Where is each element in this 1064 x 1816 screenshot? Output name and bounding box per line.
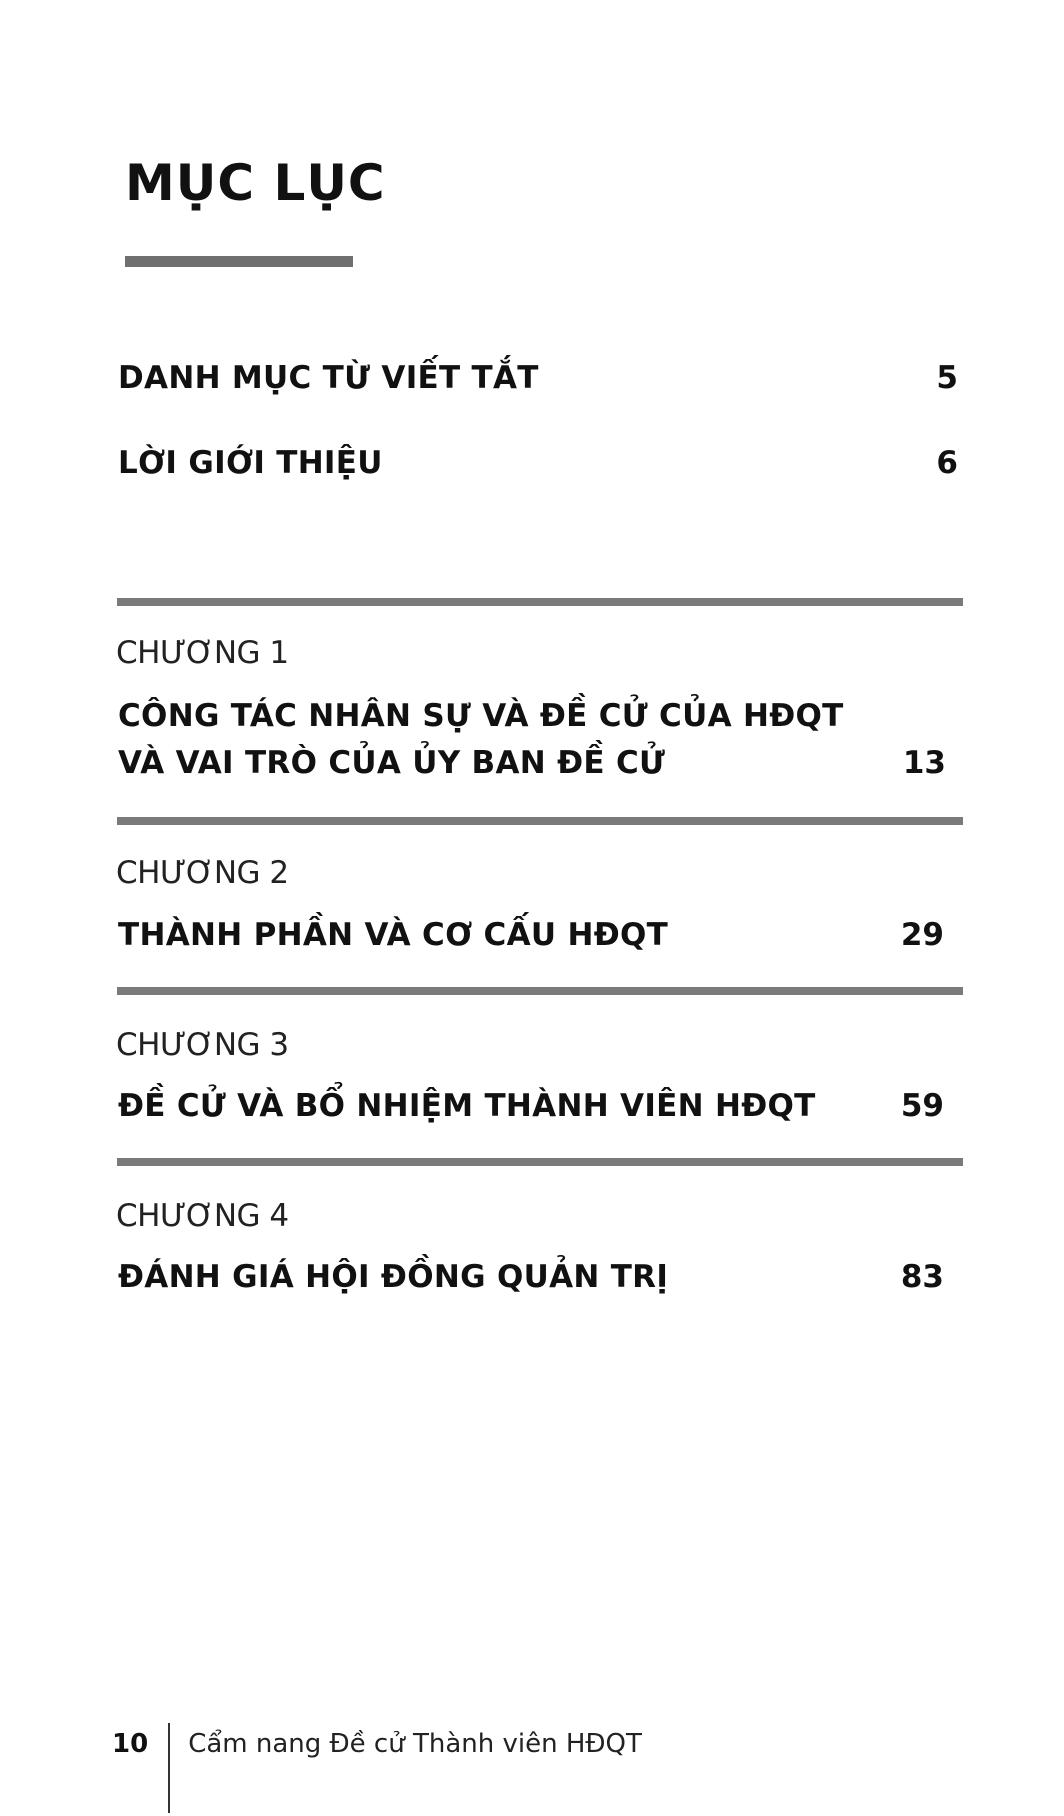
toc-entry-page: 59 (900, 1088, 944, 1124)
toc-entry-page: 83 (900, 1259, 944, 1295)
toc-entry-title: ĐỀ CỬ VÀ BỔ NHIỆM THÀNH VIÊN HĐQT (118, 1088, 816, 1124)
page-footer (112, 1726, 642, 1762)
toc-entry-title: CÔNG TÁC NHÂN SỰ VÀ ĐỀ CỬ CỦA HĐQT (118, 698, 844, 734)
chapter-label: CHƯƠNG 2 (116, 855, 289, 891)
toc-entry-chapter-1[interactable] (118, 693, 960, 739)
toc-entry-abbreviations[interactable] (118, 355, 960, 401)
page-title: MỤC LỤC (125, 154, 386, 212)
toc-entry-title: LỜI GIỚI THIỆU (118, 445, 383, 481)
chapter-label: CHƯƠNG 1 (116, 635, 289, 671)
toc-entry-introduction[interactable] (118, 440, 960, 486)
toc-entry-title: DANH MỤC TỪ VIẾT TẮT (118, 360, 539, 396)
toc-entry-page: 13 (902, 745, 946, 781)
chapter-divider (117, 598, 963, 606)
toc-entry-title: ĐÁNH GIÁ HỘI ĐỒNG QUẢN TRỊ (118, 1259, 669, 1295)
toc-entry-page: 6 (936, 445, 958, 481)
chapter-divider (117, 817, 963, 825)
toc-entry-chapter-3[interactable] (118, 1083, 960, 1129)
footer-page-number: 10 (112, 1729, 149, 1759)
chapter-divider (117, 987, 963, 995)
toc-entry-title: THÀNH PHẦN VÀ CƠ CẤU HĐQT (118, 917, 669, 953)
footer-book-title: Cẩm nang Đề cử Thành viên HĐQT (188, 1729, 642, 1759)
title-underline (125, 256, 353, 267)
toc-entry-chapter-2[interactable] (118, 912, 960, 958)
toc-entry-page: 29 (900, 917, 944, 953)
chapter-label: CHƯƠNG 3 (116, 1027, 289, 1063)
toc-entry-page: 5 (936, 360, 958, 396)
chapter-label: CHƯƠNG 4 (116, 1198, 289, 1234)
toc-entry-chapter-1-line-2[interactable] (118, 740, 960, 786)
chapter-divider (117, 1158, 963, 1166)
footer-separator (168, 1723, 170, 1813)
toc-entry-chapter-4[interactable] (118, 1254, 960, 1300)
toc-entry-title: VÀ VAI TRÒ CỦA ỦY BAN ĐỀ CỬ (118, 745, 666, 781)
